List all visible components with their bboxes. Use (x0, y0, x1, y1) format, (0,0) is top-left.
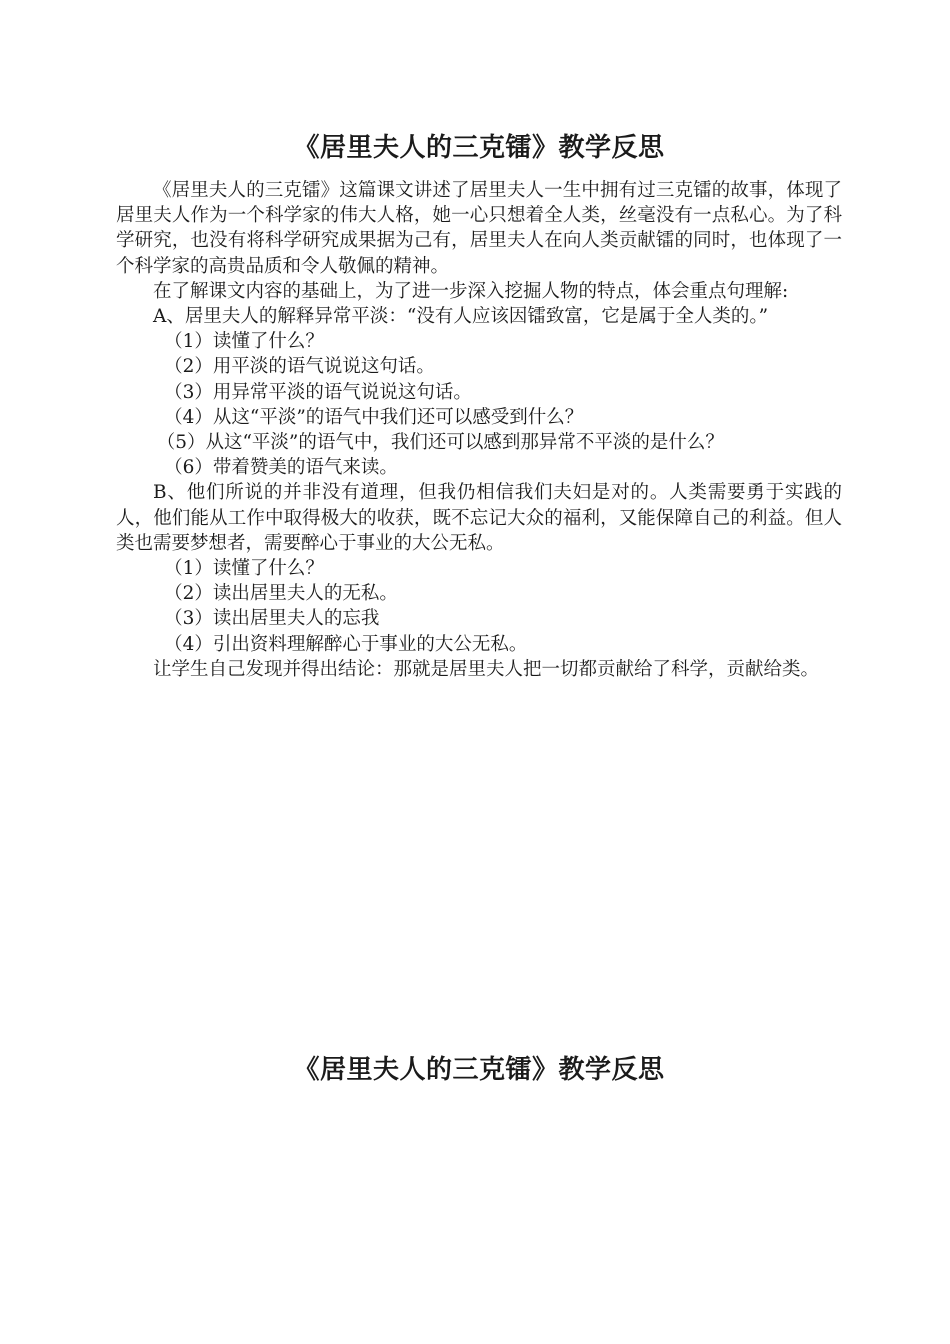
section-a-item: （4）从这“平淡”的语气中我们还可以感受到什么？ (164, 406, 584, 428)
document-body (116, 128, 842, 682)
section-a-item: （2）用平淡的语气说说这句话。 (164, 356, 435, 378)
document-title: 《居里夫人的三克镭》教学反思 (293, 133, 665, 163)
conclusion-paragraph: 让学生自己发现并得出结论：那就是居里夫人把一切都贡献给了科学，贡献给类。 (153, 658, 820, 680)
intro-paragraph: 《居里夫人的三克镭》这篇课文讲述了居里夫人一生中拥有过三克镭的故事，体现了居里夫人作为一个科学家的伟大人格，她一心只想着全人类，丝毫没有一点私心。为了科学研究，也没有将科学研究成果据为己有，居里夫人在向人类贡献镭的同时，也体现了一个科学家的高贵品质和令人敬佩的精神。 (116, 180, 842, 277)
second-page-title: 《居里夫人的三克镭》教学反思 (293, 1055, 665, 1085)
section-b-item: （2）读出居里夫人的无私。 (164, 583, 398, 605)
method-paragraph: 在了解课文内容的基础上，为了进一步深入挖掘人物的特点，体会重点句理解: (153, 280, 789, 302)
section-b-quote: B、他们所说的并非没有道理，但我仍相信我们夫妇是对的。人类需要勇于实践的人，他们能从工作中取得极大的收获，既不忘记大众的福利，又能保障自己的利益。但人类也需要梦想者，需要醉心于事业的大公无私。 (116, 482, 842, 554)
section-b-item: （4）引出资料理解醉心于事业的大公无私。 (164, 633, 528, 655)
section-a-item: （3）用异常平淡的语气说说这句话。 (164, 381, 472, 403)
section-a-item: （1）读懂了什么？ (164, 331, 324, 353)
section-a-item: （5）从这“平淡”的语气中，我们还可以感到那异常不平淡的是什么？ (156, 432, 724, 454)
section-a-item: （6）带着赞美的语气来读。 (164, 457, 398, 479)
section-a-quote: A、居里夫人的解释异常平淡：“没有人应该因镭致富，它是属于全人类的。” (153, 306, 769, 328)
section-b-item: （1）读懂了什么？ (164, 558, 324, 580)
section-b-item: （3）读出居里夫人的忘我 (164, 608, 380, 630)
